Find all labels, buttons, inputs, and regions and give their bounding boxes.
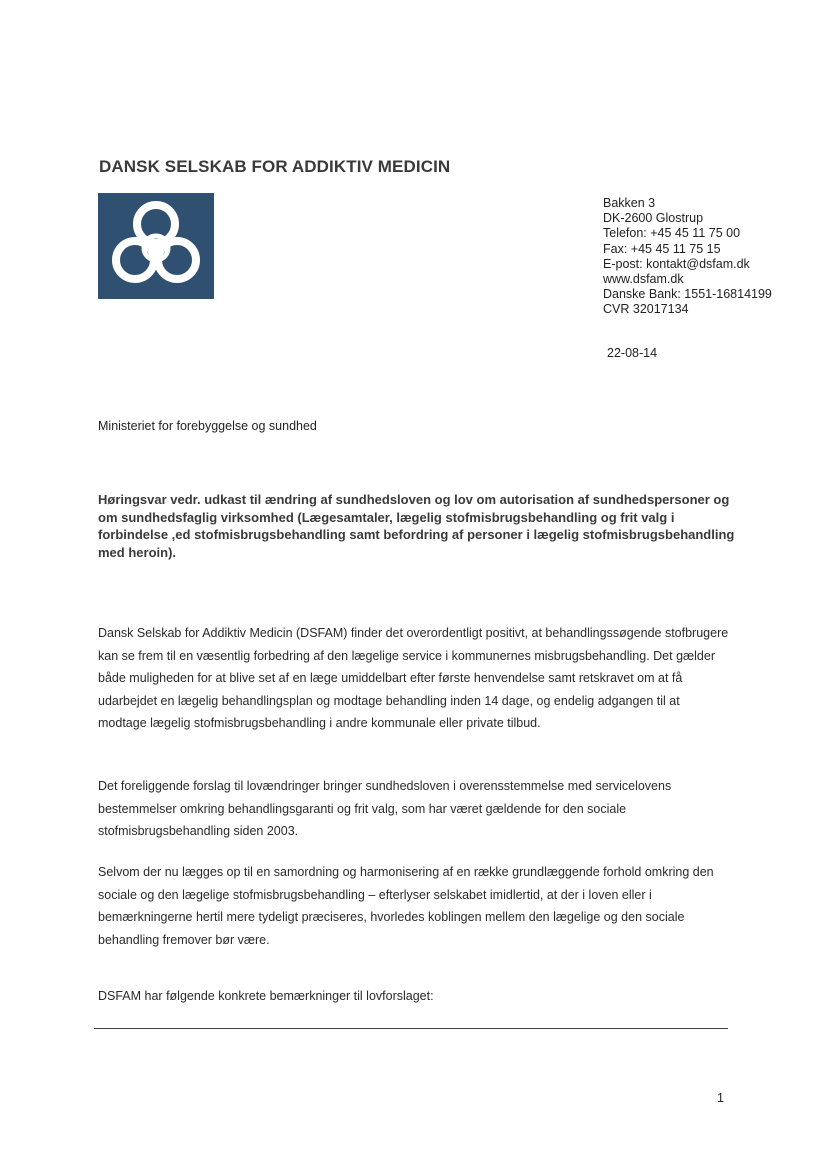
contact-city: DK-2600 Glostrup [603, 211, 704, 226]
divider-line [94, 1028, 728, 1029]
body-paragraph-2: Det foreliggende forslag til lovændringer bringer sundhedsloven i overensstemmelse med servicelovens bestemmelser omkring behandlingsgaranti og frit valg, som har været gældende for den sociale stofmisbrugsbehandling siden 2003. [98, 779, 672, 839]
contact-block [603, 196, 772, 318]
contact-phone: Telefon: +45 45 11 75 00 [603, 226, 741, 241]
contact-bank: Danske Bank: 1551-16814199 [603, 287, 772, 302]
organization-name: DANSK SELSKAB FOR ADDIKTIV MEDICIN [99, 157, 451, 176]
body-paragraph-1: Dansk Selskab for Addiktiv Medicin (DSFAM) finder det overordentligt positivt, at behandlingssøgende stofbrugere kan se frem til en væsentlig forbedring af den lægelige service i kommunernes misbrugsbehandling. Det gælder både muligheden for at blive set af en læge umiddelbart efter første henvendelse samt retskravet om at få udarbejdet en lægelig behandlingsplan og modtage behandling inden 14 dage, og endelig adgangen til at modtage lægelig stofmisbrugsbehandling i andre kommunale eller private tilbud. [98, 626, 729, 731]
page-number: 1 [717, 1091, 724, 1105]
letter-date: 22-08-14 [607, 346, 658, 360]
body-paragraph-3: Selvom der nu lægges op til en samordning og harmonisering af en række grundlæggende forhold omkring den sociale og den lægelige stofmisbrugsbehandling – efterlyser selskabet imidlertid, at der i loven eller i bemærkningerne hertil mere tydeligt præciseres, hvorledes koblingen mellem den lægelige og den sociale behandling fremover bør være. [98, 865, 714, 947]
contact-cvr: CVR 32017134 [603, 302, 689, 317]
contact-street: Bakken 3 [603, 196, 656, 210]
logo-center-dot [150, 242, 162, 254]
contact-email: E-post: kontakt@dsfam.dk [603, 256, 750, 271]
contact-fax: Fax: +45 45 11 75 15 [603, 241, 721, 256]
biohazard-emblem-icon [98, 193, 214, 299]
contact-website: www.dsfam.dk [603, 272, 684, 287]
recipient: Ministeriet for forebyggelse og sundhed [98, 419, 317, 433]
subject-heading: Høringsvar vedr. udkast til ændring af sundhedsloven og lov om autorisation af sundhedspersoner og om sundhedsfaglig virksomhed (Lægesamtaler, lægelig stofmisbrugsbehandling og frit valg i forbindelse ,ed stofmisbrugsbehandling samt befordring af personer i lægelig stofmisbrugsbehandling med heroin). [98, 492, 735, 560]
body-paragraph-4: DSFAM har følgende konkrete bemærkninger til lovforslaget: [98, 989, 434, 1003]
